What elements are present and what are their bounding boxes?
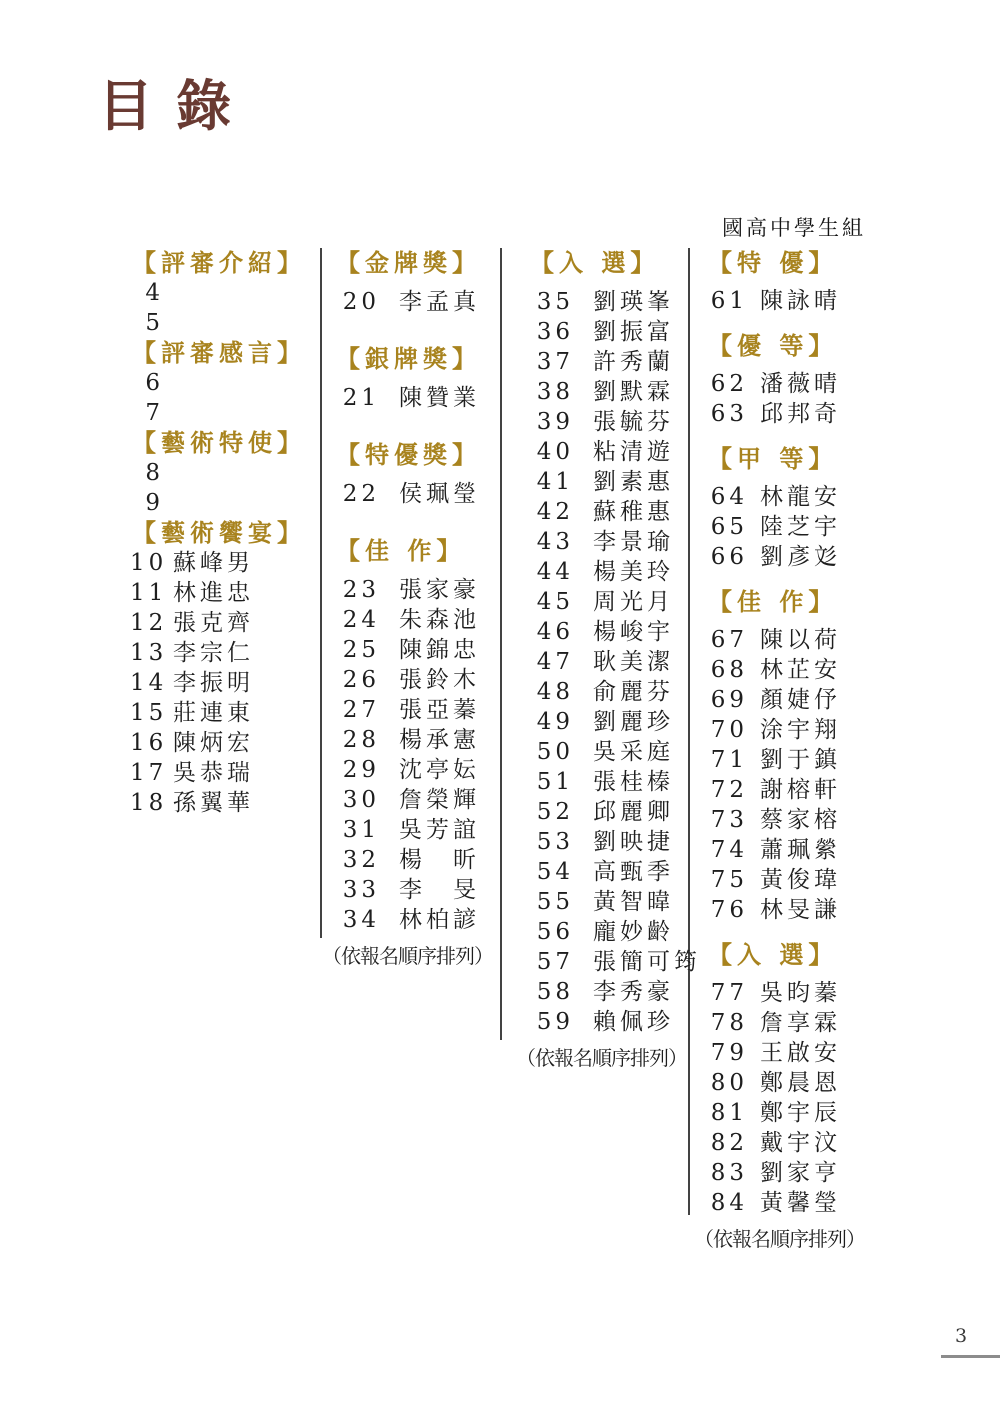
entry-name: 王啟安: [760, 1040, 841, 1066]
list-item: [528, 377, 686, 407]
entry-page-number: 33: [342, 877, 380, 903]
entry-name: 張克齊: [173, 610, 254, 636]
list-item: [528, 497, 686, 527]
entry-page-number: 36: [536, 319, 574, 345]
entry-name: 吳采庭: [593, 739, 674, 765]
column-divider-2: [500, 248, 502, 1040]
entry-name: 李孟真: [399, 289, 480, 315]
list-item: [706, 542, 884, 572]
entry-page-number: 45: [536, 589, 574, 615]
entry-page-number: 73: [710, 807, 748, 833]
list-item: [334, 479, 498, 509]
list-item: [528, 917, 686, 947]
list-item: [528, 647, 686, 677]
section-header: 【佳 作】: [708, 587, 838, 616]
entry-name: 戴宇汶: [760, 1130, 841, 1156]
list-item: [706, 1188, 884, 1218]
entry-name: 詹榮輝: [399, 787, 480, 813]
entry-page-number: 80: [710, 1070, 748, 1096]
entry-name: 陳錦忠: [399, 637, 480, 663]
entry-page-number: 78: [710, 1010, 748, 1036]
section-header: 【入 選】: [530, 248, 660, 277]
list-item: [706, 805, 884, 835]
entry-page-number: 28: [342, 727, 380, 753]
section-header: 【特優獎】: [336, 440, 481, 469]
entry-page-number: 17: [130, 760, 168, 786]
entry-page-number: 55: [536, 889, 574, 915]
entry-name: 張家豪: [399, 577, 480, 603]
entry-name: 蘇稚惠: [593, 499, 674, 525]
list-item: [528, 767, 686, 797]
list-item: [334, 605, 498, 635]
sort-order-note: （依報名順序排列）: [516, 1046, 687, 1070]
entry-page-number: 53: [536, 829, 574, 855]
section-header: 【評審感言】: [132, 338, 306, 367]
entry-name: 楊峻宇: [593, 619, 674, 645]
list-item: [528, 677, 686, 707]
entry-name: 耿美潔: [593, 649, 674, 675]
list-item: [130, 728, 318, 758]
entry-page-number: 34: [342, 907, 380, 933]
list-item: [706, 978, 884, 1008]
footer-rule: [941, 1355, 1000, 1358]
entry-name: 楊承憲: [399, 727, 480, 753]
entry-page-number: 30: [342, 787, 380, 813]
entry-page-number: 71: [710, 747, 748, 773]
list-item: [706, 482, 884, 512]
entry-name: 許秀蘭: [593, 349, 674, 375]
list-item: [334, 635, 498, 665]
toc-column-judges: [130, 248, 318, 818]
entry-name: 劉彥彣: [760, 544, 841, 570]
entry-name: 李秀豪: [593, 979, 674, 1005]
entry-name: 張鈴木: [399, 667, 480, 693]
section-header: 【藝術饗宴】: [132, 518, 306, 547]
list-item: [706, 895, 884, 925]
entry-name: 楊 昕: [399, 847, 480, 873]
entry-name: 朱森池: [399, 607, 480, 633]
section-header: 【藝術特使】: [132, 428, 306, 457]
entry-page-number: 32: [342, 847, 380, 873]
sort-order-note: （依報名順序排列）: [322, 944, 493, 968]
list-item: [528, 617, 686, 647]
entry-page-number: 20: [342, 289, 380, 315]
list-item: [706, 745, 884, 775]
entry-page-number: 65: [710, 514, 748, 540]
list-item: [130, 368, 318, 398]
list-item: [334, 905, 498, 935]
entry-name: 侯珮瑩: [399, 481, 480, 507]
entry-page-number: 69: [710, 687, 748, 713]
list-item: [528, 437, 686, 467]
list-item: [528, 947, 701, 977]
entry-name: 吳芳誼: [399, 817, 480, 843]
entry-page-number: 4: [145, 280, 164, 306]
list-item: [334, 695, 498, 725]
entry-page-number: 58: [536, 979, 574, 1005]
toc-column-student-group: [694, 248, 884, 1254]
entry-name: 林進忠: [173, 580, 254, 606]
list-item: [528, 797, 686, 827]
list-item: [130, 608, 318, 638]
entry-name: 邱邦奇: [760, 401, 841, 427]
list-item: [528, 707, 686, 737]
entry-name: 高甄季: [593, 859, 674, 885]
entry-page-number: 77: [710, 980, 748, 1006]
entry-page-number: 64: [710, 484, 748, 510]
list-item: [528, 317, 686, 347]
page-number: 3: [954, 1325, 968, 1347]
page-title: 目 錄: [98, 73, 234, 138]
entry-name: 林旻謙: [760, 897, 841, 923]
entry-name: 涂宇翔: [760, 717, 841, 743]
entry-page-number: 51: [536, 769, 574, 795]
entry-name: 蔡家榕: [760, 807, 841, 833]
entry-page-number: 7: [145, 400, 164, 426]
section-header: 【特 優】: [708, 248, 838, 277]
column-divider-1: [320, 248, 322, 938]
entry-name: 周光月: [593, 589, 674, 615]
entry-name: 謝榕軒: [760, 777, 841, 803]
list-item: [706, 512, 884, 542]
entry-page-number: 83: [710, 1160, 748, 1186]
entry-name: 陳贊業: [399, 385, 480, 411]
list-item: [706, 399, 884, 429]
list-item: [334, 383, 498, 413]
list-item: [130, 488, 318, 518]
list-item: [334, 755, 498, 785]
list-item: [706, 655, 884, 685]
sort-order-note: （依報名順序排列）: [694, 1227, 865, 1251]
entry-name: 鄭宇辰: [760, 1100, 841, 1126]
list-item: [706, 865, 884, 895]
toc-column-awards: [322, 248, 498, 971]
entry-name: 邱麗卿: [593, 799, 674, 825]
list-item: [130, 668, 318, 698]
entry-page-number: 66: [710, 544, 748, 570]
list-item: [706, 775, 884, 805]
entry-name: 陳炳宏: [173, 730, 254, 756]
entry-page-number: 13: [130, 640, 168, 666]
list-item: [528, 827, 686, 857]
entry-name: 孫翼華: [173, 790, 254, 816]
list-item: [130, 278, 318, 308]
entry-name: 黃馨瑩: [760, 1190, 841, 1216]
entry-page-number: 70: [710, 717, 748, 743]
group-label: 國高中學生組: [722, 216, 866, 240]
entry-page-number: 10: [130, 550, 168, 576]
list-item: [706, 369, 884, 399]
entry-name: 林芷安: [760, 657, 841, 683]
entry-name: 黃俊瑋: [760, 867, 841, 893]
entry-page-number: 22: [342, 481, 380, 507]
entry-name: 楊美玲: [593, 559, 674, 585]
list-item: [706, 1128, 884, 1158]
list-item: [334, 665, 498, 695]
entry-page-number: 18: [130, 790, 168, 816]
entry-name: 蘇峰男: [173, 550, 254, 576]
list-item: [130, 788, 318, 818]
entry-name: 劉于鎮: [760, 747, 841, 773]
list-item: [130, 758, 318, 788]
entry-page-number: 54: [536, 859, 574, 885]
entry-name: 林龍安: [760, 484, 841, 510]
entry-page-number: 74: [710, 837, 748, 863]
entry-page-number: 44: [536, 559, 574, 585]
entry-name: 劉瑛峯: [593, 289, 674, 315]
list-item: [528, 857, 686, 887]
entry-name: 張簡可筠: [593, 949, 701, 975]
entry-page-number: 21: [342, 385, 380, 411]
entry-page-number: 24: [342, 607, 380, 633]
entry-name: 劉映捷: [593, 829, 674, 855]
list-item: [528, 557, 686, 587]
entry-name: 龐妙齡: [593, 919, 674, 945]
entry-page-number: 29: [342, 757, 380, 783]
entry-page-number: 50: [536, 739, 574, 765]
section-header: 【金牌獎】: [336, 248, 481, 277]
entry-page-number: 68: [710, 657, 748, 683]
entry-page-number: 57: [536, 949, 574, 975]
entry-page-number: 84: [710, 1190, 748, 1216]
entry-name: 賴佩珍: [593, 1009, 674, 1035]
entry-name: 黃智暐: [593, 889, 674, 915]
list-item: [706, 1068, 884, 1098]
entry-name: 蕭珮縈: [760, 837, 841, 863]
entry-page-number: 67: [710, 627, 748, 653]
list-item: [334, 575, 498, 605]
list-item: [706, 1158, 884, 1188]
entry-page-number: 38: [536, 379, 574, 405]
entry-page-number: 23: [342, 577, 380, 603]
entry-name: 林柏諺: [399, 907, 480, 933]
entry-name: 顏婕伃: [760, 687, 841, 713]
entry-name: 張毓芬: [593, 409, 674, 435]
entry-name: 李振明: [173, 670, 254, 696]
entry-page-number: 63: [710, 401, 748, 427]
entry-name: 李景瑜: [593, 529, 674, 555]
entry-name: 李 旻: [399, 877, 480, 903]
list-item: [706, 1038, 884, 1068]
list-item: [130, 638, 318, 668]
list-item: [528, 347, 686, 377]
list-item: [334, 287, 498, 317]
list-item: [130, 548, 318, 578]
entry-name: 劉默霖: [593, 379, 674, 405]
entry-name: 劉素惠: [593, 469, 674, 495]
entry-page-number: 9: [145, 490, 164, 516]
list-item: [528, 737, 686, 767]
entry-page-number: 26: [342, 667, 380, 693]
entry-page-number: 48: [536, 679, 574, 705]
list-item: [706, 1008, 884, 1038]
list-item: [334, 845, 498, 875]
list-item: [528, 287, 686, 317]
list-item: [706, 685, 884, 715]
list-item: [130, 578, 318, 608]
entry-name: 俞麗芬: [593, 679, 674, 705]
entry-page-number: 25: [342, 637, 380, 663]
list-item: [528, 587, 686, 617]
entry-page-number: 59: [536, 1009, 574, 1035]
entry-page-number: 82: [710, 1130, 748, 1156]
entry-name: 鄭晨恩: [760, 1070, 841, 1096]
section-header: 【佳 作】: [336, 536, 466, 565]
list-item: [528, 977, 686, 1007]
section-header: 【甲 等】: [708, 444, 838, 473]
entry-page-number: 27: [342, 697, 380, 723]
entry-page-number: 49: [536, 709, 574, 735]
section-header: 【入 選】: [708, 940, 838, 969]
entry-page-number: 37: [536, 349, 574, 375]
list-item: [706, 286, 884, 316]
entry-name: 吳昀蓁: [760, 980, 841, 1006]
entry-page-number: 56: [536, 919, 574, 945]
entry-page-number: 76: [710, 897, 748, 923]
entry-name: 粘清遊: [593, 439, 674, 465]
entry-page-number: 14: [130, 670, 168, 696]
entry-page-number: 41: [536, 469, 574, 495]
entry-page-number: 6: [145, 370, 164, 396]
entry-page-number: 40: [536, 439, 574, 465]
entry-name: 潘薇晴: [760, 371, 841, 397]
list-item: [334, 815, 498, 845]
list-item: [334, 725, 498, 755]
entry-page-number: 79: [710, 1040, 748, 1066]
list-item: [130, 308, 318, 338]
list-item: [706, 1098, 884, 1128]
entry-name: 李宗仁: [173, 640, 254, 666]
entry-page-number: 11: [130, 580, 168, 606]
entry-page-number: 46: [536, 619, 574, 645]
entry-name: 張桂榛: [593, 769, 674, 795]
entry-page-number: 31: [342, 817, 380, 843]
list-item: [334, 785, 498, 815]
entry-page-number: 81: [710, 1100, 748, 1126]
list-item: [130, 698, 318, 728]
entry-page-number: 35: [536, 289, 574, 315]
entry-name: 莊連東: [173, 700, 254, 726]
list-item: [706, 625, 884, 655]
entry-page-number: 52: [536, 799, 574, 825]
entry-name: 陳詠晴: [760, 288, 841, 314]
entry-page-number: 62: [710, 371, 748, 397]
list-item: [130, 458, 318, 488]
entry-name: 張亞蓁: [399, 697, 480, 723]
entry-name: 陸芝宇: [760, 514, 841, 540]
entry-page-number: 75: [710, 867, 748, 893]
entry-name: 陳以荷: [760, 627, 841, 653]
toc-column-selected: [516, 248, 701, 1073]
list-item: [528, 1007, 686, 1037]
entry-page-number: 39: [536, 409, 574, 435]
entry-page-number: 5: [145, 310, 164, 336]
entry-page-number: 72: [710, 777, 748, 803]
entry-page-number: 61: [710, 288, 748, 314]
column-divider-3: [688, 248, 690, 1215]
entry-page-number: 12: [130, 610, 168, 636]
section-header: 【優 等】: [708, 331, 838, 360]
section-header: 【銀牌獎】: [336, 344, 481, 373]
entry-page-number: 47: [536, 649, 574, 675]
entry-page-number: 8: [145, 460, 164, 486]
list-item: [706, 835, 884, 865]
list-item: [528, 887, 686, 917]
entry-page-number: 42: [536, 499, 574, 525]
entry-name: 劉麗珍: [593, 709, 674, 735]
list-item: [528, 467, 686, 497]
entry-name: 詹享霖: [760, 1010, 841, 1036]
entry-name: 劉家亨: [760, 1160, 841, 1186]
list-item: [130, 398, 318, 428]
entry-page-number: 43: [536, 529, 574, 555]
entry-name: 吳恭瑞: [173, 760, 254, 786]
section-header: 【評審介紹】: [132, 248, 306, 277]
list-item: [528, 407, 686, 437]
list-item: [528, 527, 686, 557]
entry-page-number: 16: [130, 730, 168, 756]
entry-page-number: 15: [130, 700, 168, 726]
entry-name: 劉振富: [593, 319, 674, 345]
list-item: [706, 715, 884, 745]
entry-name: 沈亭妘: [399, 757, 480, 783]
list-item: [334, 875, 498, 905]
